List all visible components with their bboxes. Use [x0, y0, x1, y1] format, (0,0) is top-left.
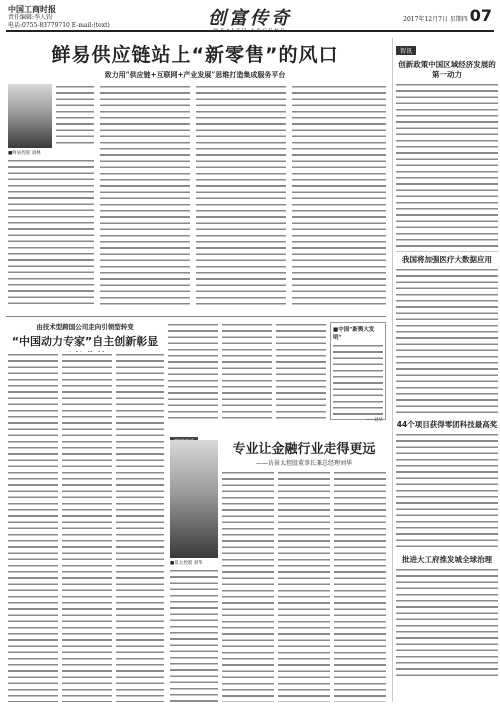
sidebar-headline-4: 批进大工府推发城全球治理 [402, 555, 492, 564]
sidebar-headline-3: 44个项目获得零团科技最高奖 [396, 420, 498, 429]
feature-column-2 [278, 470, 330, 702]
paper-name: 中国工商时报 [8, 5, 56, 14]
mid-kicker: 由技术型跨国公司走向引领型转变 [36, 323, 134, 331]
quote-body [333, 343, 383, 417]
sidebar-text-1 [396, 82, 498, 252]
sidebar-headline-2: 我国将加强医疗大数据应用 [402, 255, 492, 264]
contact-line: 电话:0755-83779710 E-mail:(text) [8, 22, 110, 29]
lead-photo [8, 84, 52, 148]
lead-column-3 [196, 84, 286, 308]
quote-title: ■中国“新舆大发明” [333, 327, 375, 341]
mid-column-5 [222, 322, 272, 420]
page-number: 07 [469, 6, 492, 25]
feature-column-0 [170, 568, 218, 702]
editor-line: 责任编辑:李人钧 [8, 14, 53, 21]
masthead-title: 创富传奇 [208, 8, 292, 29]
sidebar-text-3 [396, 432, 498, 552]
lead-photo-caption: ■鲜易控股 刘林 [8, 151, 41, 156]
feature-column-1 [222, 470, 274, 702]
lead-column-1b [8, 158, 94, 308]
mid-headline: “中国动力专家”自主创新彰显 [11, 335, 159, 348]
header-rule [6, 30, 494, 32]
mid-column-4 [168, 322, 218, 420]
feature-subheadline: ——访景太控股董事长兼总经理刘华 [255, 460, 352, 467]
lead-headline: 鲜易供应链站上“新零售”的风口 [51, 44, 339, 66]
news-sidebar [392, 38, 498, 702]
section-divider [6, 316, 386, 317]
feature-headline: 专业让金融行业走得更远 [232, 442, 376, 457]
sidebar-text-2 [396, 267, 498, 417]
header-info [8, 6, 158, 30]
mid-column-2 [62, 352, 112, 702]
feature-photo [170, 440, 218, 558]
quote-box [330, 322, 386, 423]
lead-column-2 [100, 84, 190, 308]
lead-column-1 [56, 84, 94, 148]
lead-column-4 [292, 84, 386, 308]
mid-column-6 [276, 322, 326, 420]
feature-photo-caption: ■景太控股 刘华 [170, 561, 203, 566]
quote-credit: ——刘华 [365, 418, 383, 423]
lead-subheadline: 致力用“供应链+互联网+产业发展”思维打造集成服务平台 [104, 70, 286, 79]
feature-column-3 [334, 470, 386, 702]
header-right [403, 6, 492, 25]
sidebar-text-4 [396, 567, 498, 677]
mid-column-1 [8, 352, 58, 702]
sidebar-headline-1: 创新政策中国区域经济发展的第一动力 [398, 60, 496, 79]
issue-date: 2017年12月7日 星期四 [403, 16, 468, 23]
mid-column-3 [116, 352, 164, 702]
sidebar-tag: 智讯 [396, 46, 416, 55]
